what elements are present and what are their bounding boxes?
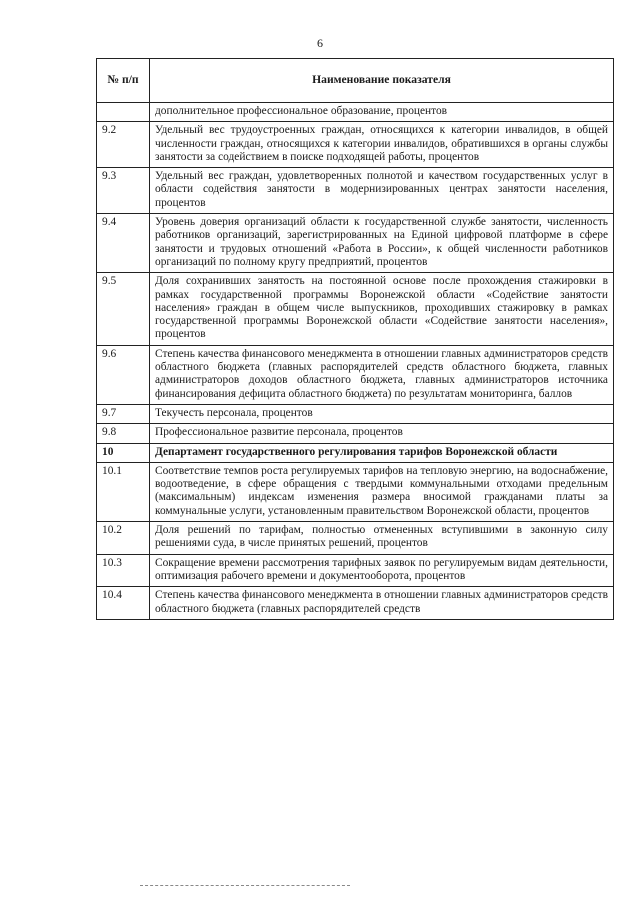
row-number: 9.7: [97, 404, 150, 423]
table-header-row: [97, 59, 614, 103]
row-indicator-name: Сокращение времени рассмотрения тарифных заявок по регулируемым видам деятельности, оптимизация рабочего времени и документооборота, процентов: [150, 554, 614, 587]
row-number: 10: [97, 443, 150, 462]
row-number: 9.8: [97, 424, 150, 443]
table-row: [97, 554, 614, 587]
row-indicator-name: Профессиональное развитие персонала, процентов: [150, 424, 614, 443]
row-number: 10.4: [97, 587, 150, 620]
table-row: [97, 122, 614, 168]
row-number: 9.5: [97, 273, 150, 345]
table-row: [97, 345, 614, 404]
row-number: 9.2: [97, 122, 150, 168]
table-row: [97, 273, 614, 345]
row-indicator-name: Степень качества финансового менеджмента в отношении главных администраторов средств областного бюджета (главных распорядителей средств: [150, 587, 614, 620]
column-header-name: Наименование показателя: [150, 59, 614, 103]
row-number: 9.4: [97, 214, 150, 273]
table-row: [97, 462, 614, 521]
row-number: 10.2: [97, 522, 150, 555]
row-number: 9.6: [97, 345, 150, 404]
row-indicator-name: дополнительное профессиональное образование, процентов: [150, 103, 614, 122]
row-number: 10.3: [97, 554, 150, 587]
table-row: [97, 168, 614, 214]
row-indicator-name: Соответствие темпов роста регулируемых тарифов на тепловую энергию, на водоснабжение, водоотведение, в сфере обращения с твердыми коммунальными отходами предельным (максимальным) индексам изменения размера вносимой гражданами платы за коммунальные услуги, установленным правительством Воронежской области, процентов: [150, 462, 614, 521]
row-indicator-name: Уровень доверия организаций области к государственной службе занятости, численность работников организаций, зарегистрированных на Единой цифровой платформе в сфере занятости и трудовых отношений «Работа в России», к общей численности работников организаций по полному кругу предприятий, процентов: [150, 214, 614, 273]
row-indicator-name: Удельный вес трудоустроенных граждан, относящихся к категории инвалидов, в общей численности граждан, относящихся к категории инвалидов, обратившихся в органы службы занятости за содействием в поиске подходящей работы, процентов: [150, 122, 614, 168]
row-number: 9.3: [97, 168, 150, 214]
row-number: [97, 103, 150, 122]
table-row: [97, 404, 614, 423]
indicators-table: [96, 58, 614, 620]
table-row: [97, 214, 614, 273]
column-header-number: № п/п: [97, 59, 150, 103]
row-indicator-name: Текучесть персонала, процентов: [150, 404, 614, 423]
row-number: 10.1: [97, 462, 150, 521]
row-indicator-name: Степень качества финансового менеджмента в отношении главных администраторов средств областного бюджета (главных распорядителей средств областного бюджета, главных администраторов доходов областного бюджета, главных администраторов источника финансирования дефицита областного бюджета) по результатам мониторинга, баллов: [150, 345, 614, 404]
row-indicator-name: Доля решений по тарифам, полностью отмененных вступившими в законную силу решениями суда, в числе принятых решений, процентов: [150, 522, 614, 555]
table-row: [97, 103, 614, 122]
row-indicator-name: Доля сохранивших занятость на постоянной основе после прохождения стажировки в рамках государственной программы Воронежской области «Содействие занятости населения» граждан в общем числе выпускников, проходивших стажировку в рамках государственной программы Воронежской области «Содействие занятости населения», процентов: [150, 273, 614, 345]
footer-divider: [140, 885, 350, 886]
table-row: [97, 522, 614, 555]
table-section-row: [97, 443, 614, 462]
table-body: [97, 103, 614, 620]
row-indicator-name: Удельный вес граждан, удовлетворенных полнотой и качеством государственных услуг в области содействия занятости в модернизированных центрах занятости населения, процентов: [150, 168, 614, 214]
page-number: 6: [317, 36, 323, 50]
table-row: [97, 587, 614, 620]
table-row: [97, 424, 614, 443]
row-indicator-name: Департамент государственного регулирования тарифов Воронежской области: [150, 443, 614, 462]
